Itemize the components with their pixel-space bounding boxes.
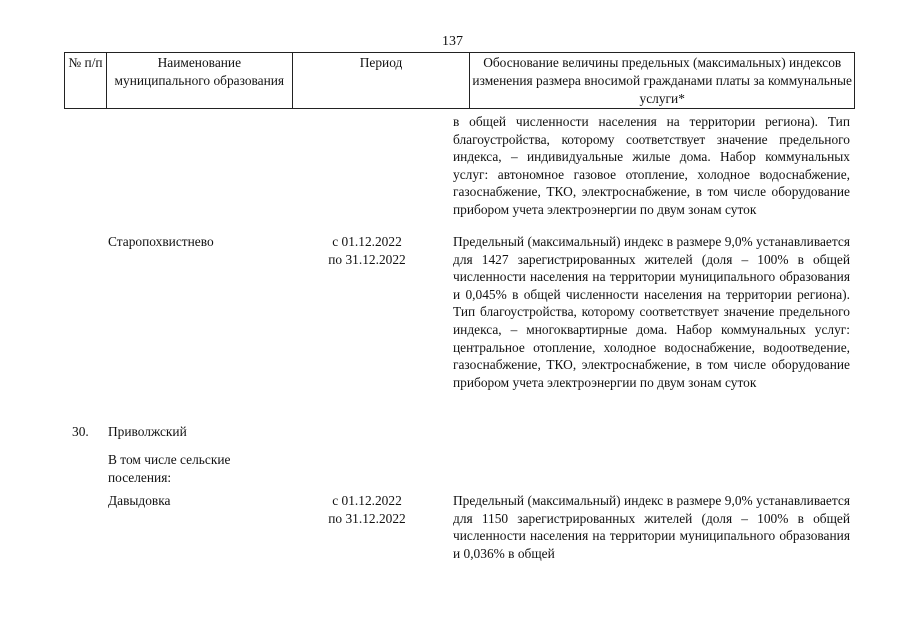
- table-header: [64, 52, 855, 109]
- row-period-davydovka: [300, 492, 434, 527]
- header-name: Наименование муниципального образования: [107, 53, 293, 109]
- row-basis-staropokhvistnevo: Предельный (максимальный) индекс в размере 9,0% устанавливается для 1427 зарегистрированных жителей (доля – 100% в общей численности населения на территории муниципального образования и 0,045% в общей численности населения на территории региона). Тип благоустройства, которому соответствует значение предельного индекса, – многоквартирные дома. Набор коммунальных услуг: центральное отопление, холодное водоснабжение, водоотведение, газоснабжение, ТКО, электроснабжение, в том числе оборудование прибором учета электроэнергии по двум зонам суток: [453, 234, 850, 390]
- period-from: с 01.12.2022: [332, 234, 402, 249]
- header-period: Период: [292, 53, 470, 109]
- period-to: по 31.12.2022: [328, 251, 406, 267]
- row-name-privolzhsky: Приволжский: [108, 424, 187, 439]
- row-period-staropokhvistnevo: [300, 233, 434, 268]
- period-from: с 01.12.2022: [332, 493, 402, 508]
- header-basis: Обоснование величины предельных (максимальных) индексов изменения размера вносимой гражданами платы за коммунальные услуги*: [470, 53, 855, 109]
- row-subheading-rural: В том числе сельские поселения:: [108, 452, 231, 485]
- row-num-30: 30.: [72, 424, 89, 439]
- row-name-staropokhvistnevo: Старопохвистнево: [108, 234, 214, 249]
- period-to: по 31.12.2022: [328, 510, 406, 526]
- row-name-davydovka: Давыдовка: [108, 493, 171, 508]
- row-basis-davydovka: Предельный (максимальный) индекс в размере 9,0% устанавливается для 1150 зарегистрированных жителей (доля – 100% в общей численности населения на территории муниципального образования и 0,036% в общей: [453, 493, 850, 561]
- header-num: № п/п: [65, 53, 107, 109]
- page-number: 137: [442, 34, 463, 49]
- basis-continuation: в общей численности населения на территории региона). Тип благоустройства, которому соответствует значение предельного индекса, – индивидуальные жилые дома. Набор коммунальных услуг: автономное газовое отопление, холодное водоснабжение, газоснабжение, ТКО, электроснабжение, в том числе оборудование прибором учета электроэнергии по двум зонам суток: [453, 114, 850, 217]
